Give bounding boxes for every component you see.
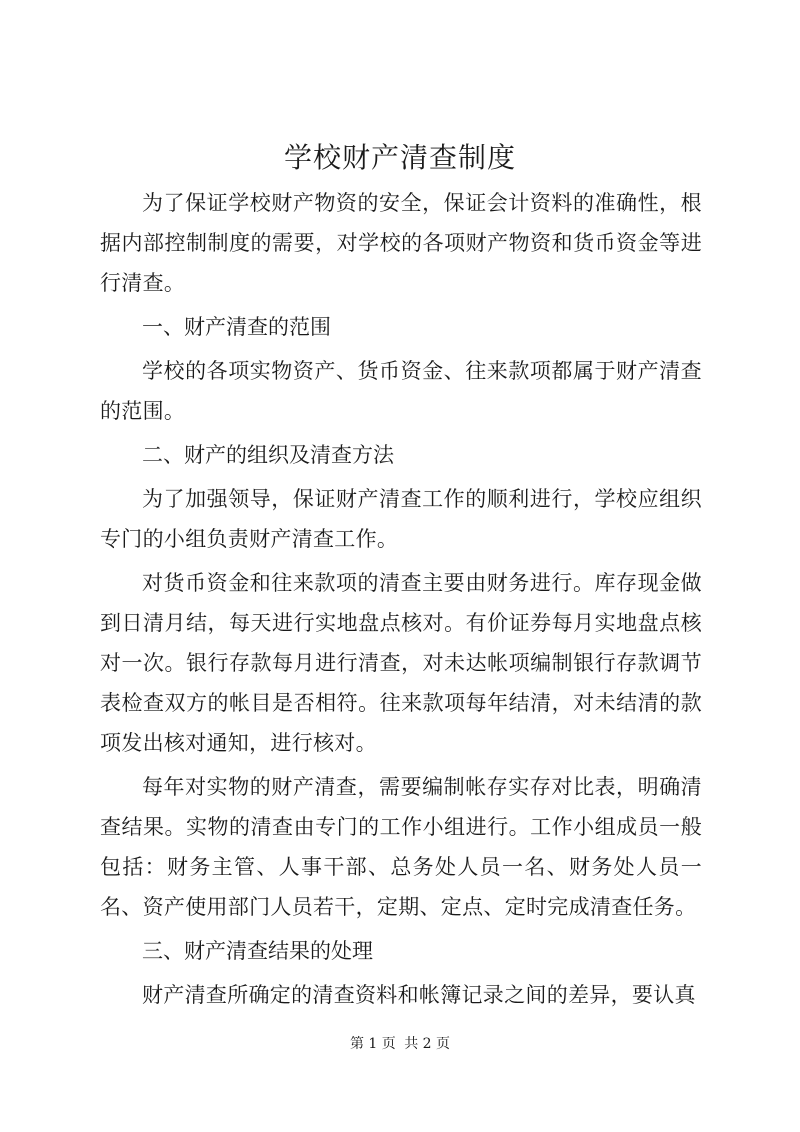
paragraph-intro: 为了保证学校财产物资的安全，保证会计资料的准确性，根据内部控制制度的需要，对学校的各项财产物资和货币资金等进行清查。: [100, 191, 702, 295]
paragraph-scope: 学校的各项实物资产、货币资金、往来款项都属于财产清查的范围。: [100, 359, 702, 423]
section-heading-result: 三、财产清查结果的处理: [142, 939, 373, 963]
paragraph-physical-check: 每年对实物的财产清查，需要编制帐存实存对比表，明确清查结果。实物的清查由专门的工作小组进行。工作小组成员一般包括：财务主管、人事干部、总务处人员一名、财务处人员一名、资产使用部门人员若干，定期、定点、定时完成清查任务。: [100, 775, 702, 919]
paragraph-result: 财产清查所确定的清查资料和帐簿记录之间的差异，要认真: [142, 983, 696, 1007]
page-number: 第 1 页: [349, 1036, 396, 1052]
page-footer: [0, 1034, 800, 1054]
document-title: 学校财产清查制度: [283, 141, 516, 174]
paragraph-cash-check: 对货币资金和往来款项的清查主要由财务进行。库存现金做到日清月结，每天进行实地盘点核对。有价证券每月实地盘点核对一次。银行存款每月进行清查，对未达帐项编制银行存款调节表检查双方的帐目是否相符。往来款项每年结清，对未结清的款项发出核对通知，进行核对。: [100, 571, 702, 755]
page-total: 共 2 页: [404, 1036, 451, 1052]
paragraph-organization: 为了加强领导，保证财产清查工作的顺利进行，学校应组织专门的小组负责财产清查工作。: [100, 487, 702, 551]
section-heading-scope: 一、财产清查的范围: [142, 315, 331, 339]
section-heading-method: 二、财产的组织及清查方法: [142, 443, 394, 467]
document-body: [100, 183, 702, 1019]
